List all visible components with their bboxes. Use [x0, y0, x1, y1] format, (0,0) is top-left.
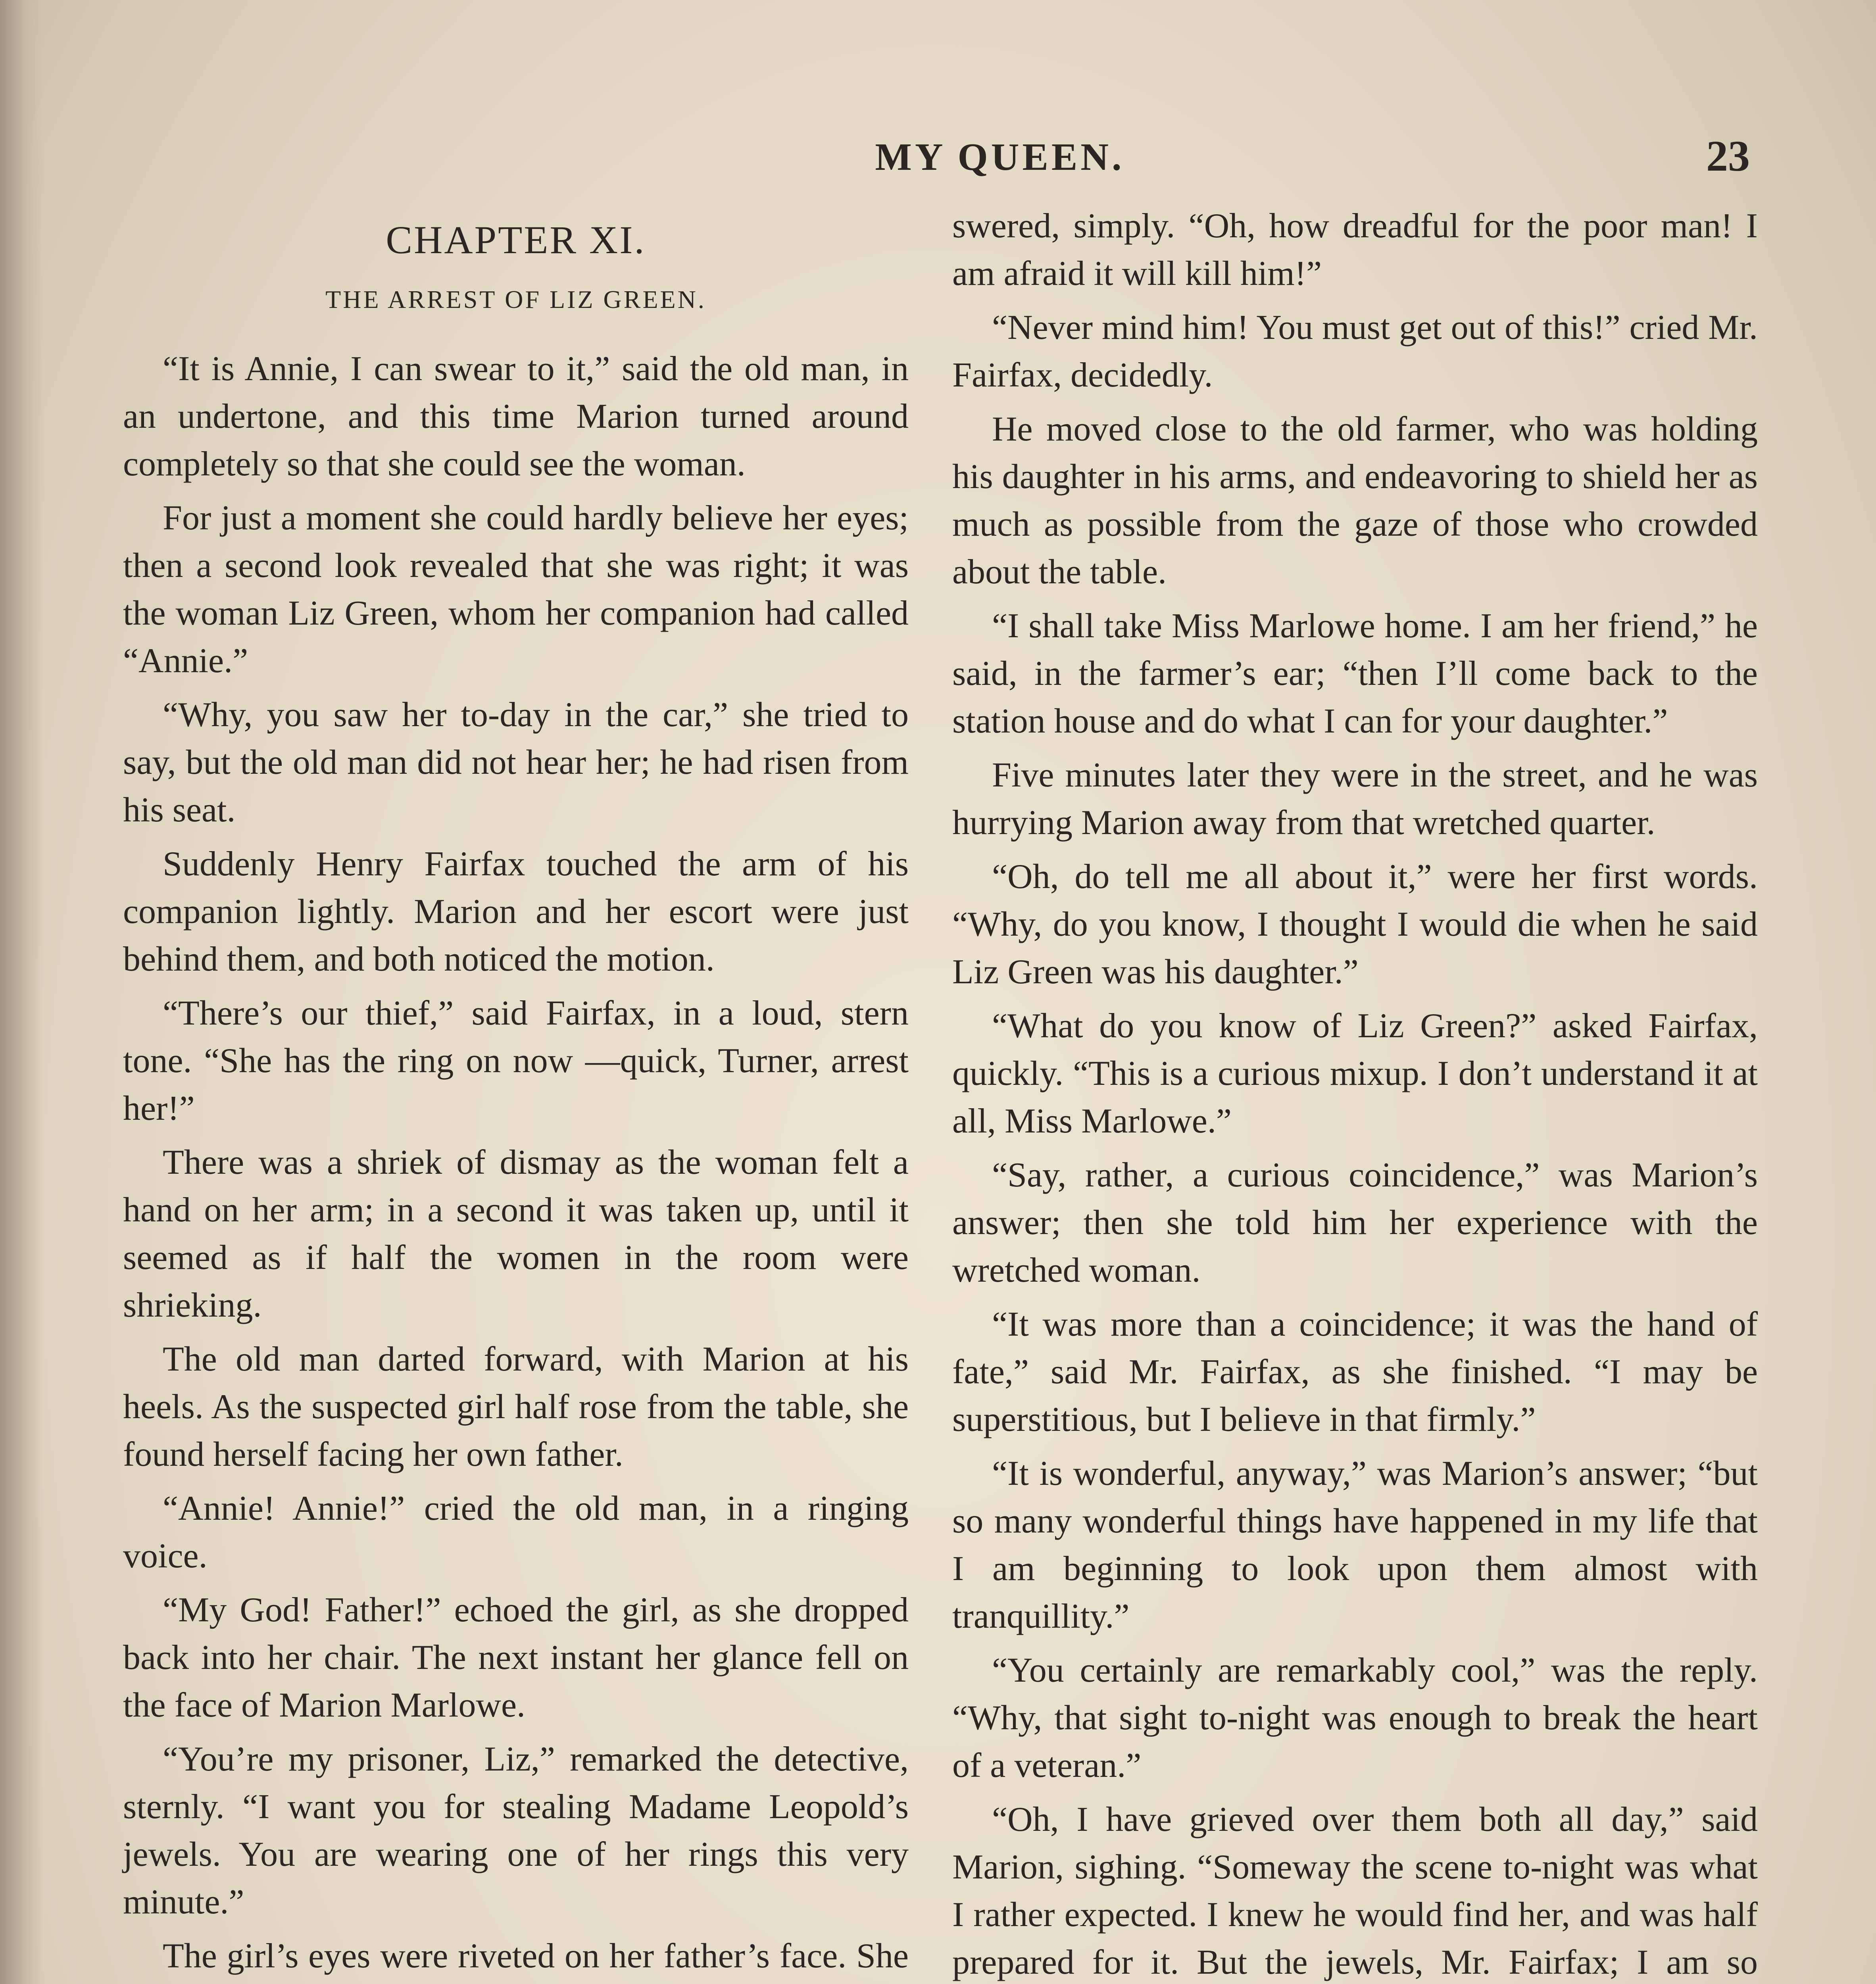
paragraph: “My God! Father!” echoed the girl, as she dropped back into her chair. The next instant her glance fell on the face of Marion Marlowe.	[123, 1591, 909, 1724]
page-number: 23	[1706, 132, 1750, 180]
right-column	[952, 202, 1758, 1984]
paragraph: “Annie! Annie!” cried the old man, in a ringing voice.	[123, 1489, 909, 1575]
paragraph: “Why, you saw her to-day in the car,” she tried to say, but the old man did not hear her; he had risen from his seat.	[123, 696, 909, 829]
paragraph: He moved close to the old farmer, who was holding his daughter in his arms, and endeavoring to shield her as much as possible from the gaze of those who crowded about the table.	[952, 410, 1758, 591]
paragraph: “What do you know of Liz Green?” asked Fairfax, quickly. “This is a curious mixup. I don’t understand it at all, Miss Marlowe.”	[952, 1007, 1758, 1140]
paragraph: “You certainly are remarkably cool,” was the reply. “Why, that sight to-night was enough to break the heart of a veteran.”	[952, 1651, 1758, 1785]
page-gutter-shadow	[0, 0, 44, 1984]
paragraph: There was a shriek of dismay as the woman felt a hand on her arm; in a second it was taken up, until it seemed as if half the women in the room were shrieking.	[123, 1143, 909, 1325]
paragraph: “Never mind him! You must get out of this!” cried Mr. Fairfax, decidedly.	[952, 308, 1758, 394]
paragraph: “There’s our thief,” said Fairfax, in a loud, stern tone. “She has the ring on now —quick, Turner, arrest her!”	[123, 994, 909, 1128]
paragraph: “Say, rather, a curious coincidence,” was Marion’s answer; then she told him her experience with the wretched woman.	[952, 1156, 1758, 1290]
paragraph: The old man darted forward, with Marion at his heels. As the suspected girl half rose from the table, she found herself facing her own father.	[123, 1340, 909, 1474]
chapter-subtitle: THE ARREST OF LIZ GREEN.	[325, 285, 706, 313]
page-header	[95, 127, 1774, 190]
paragraph: The girl’s eyes were riveted on her father’s face. She	[163, 1937, 909, 1975]
paragraph: “Oh, do tell me all about it,” were her first words. “Why, do you know, I thought I would die when he said Liz Green was his daughter.”	[952, 857, 1758, 991]
left-column	[123, 202, 909, 1984]
chapter-title: CHAPTER XI.	[386, 218, 646, 262]
paragraph: “You’re my prisoner, Liz,” remarked the detective, sternly. “I want you for stealing Madame Leopold’s jewels. You are wearing one of her rings this very minute.”	[123, 1740, 909, 1921]
running-title: MY QUEEN.	[875, 136, 1125, 179]
paragraph: Five minutes later they were in the street, and he was hurrying Marion away from that wretched quarter.	[952, 756, 1758, 842]
paragraph-continuation: swered, simply. “Oh, how dreadful for the poor man! I am afraid it will kill him!”	[952, 207, 1758, 293]
paragraph: “I shall take Miss Marlowe home. I am her friend,” he said, in the farmer’s ear; “then I’ll come back to the station house and do what I can for your daughter.”	[952, 607, 1758, 740]
paragraph: For just a moment she could hardly believe her eyes; then a second look revealed that she was right; it was the woman Liz Green, whom her companion had called “Annie.”	[123, 499, 909, 680]
paragraph: “It was more than a coincidence; it was the hand of fate,” said Mr. Fairfax, as she finished. “I may be superstitious, but I believe in that firmly.”	[952, 1305, 1758, 1439]
paragraph: “It is wonderful, anyway,” was Marion’s answer; “but so many wonderful things have happened in my life that I am beginning to look upon them almost with tranquillity.”	[952, 1454, 1758, 1636]
paragraph: Suddenly Henry Fairfax touched the arm of his companion lightly. Marion and her escort were just behind them, and both noticed the motion.	[123, 845, 909, 979]
paragraph: “It is Annie, I can swear to it,” said the old man, in an undertone, and this time Marion turned around completely so that she could see the woman.	[123, 350, 909, 483]
paragraph: “Oh, I have grieved over them both all day,” said Marion, sighing. “Someway the scene to-night was what I rather expected. I knew he would find her, and was half prepared for it. But the jewels, Mr. Fairfax; I am so	[952, 1800, 1758, 1982]
